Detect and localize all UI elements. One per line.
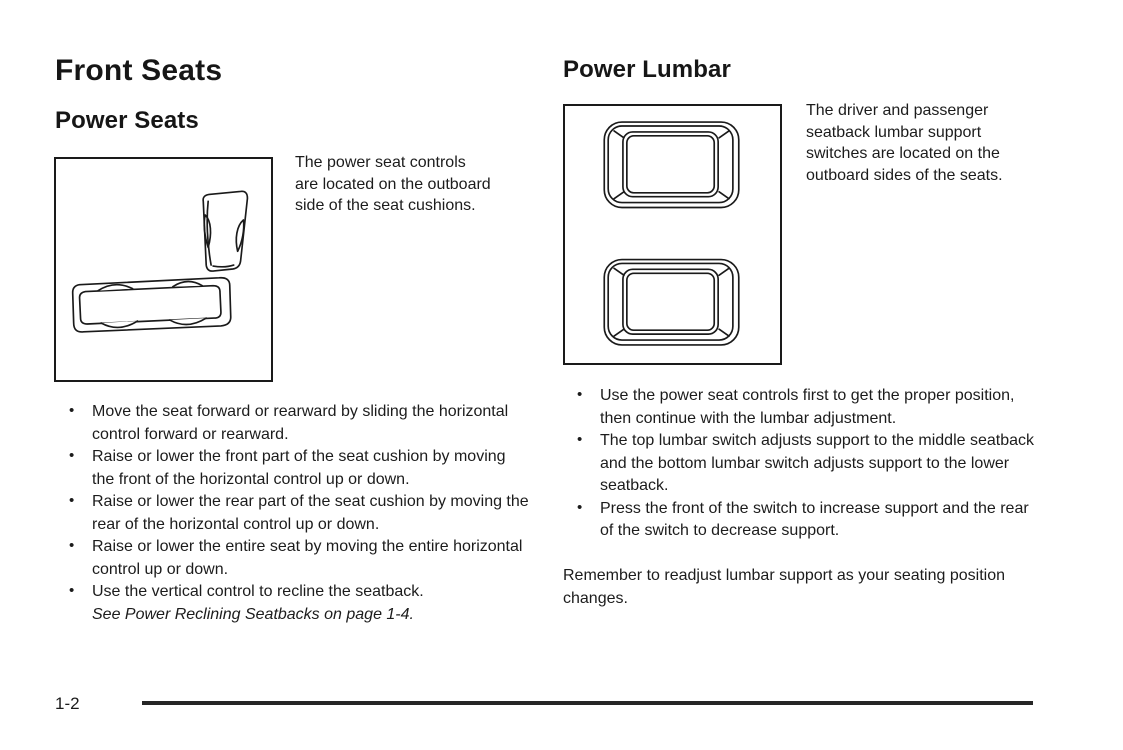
top-lumbar-switch-face xyxy=(627,136,714,193)
cross-reference: See Power Reclining Seatbacks on page 1-4. xyxy=(92,605,414,623)
caption-line: side of the seat cushions. xyxy=(295,197,476,214)
caption-line: The power seat controls xyxy=(295,154,466,171)
caption-line: seatback lumbar support xyxy=(806,123,982,141)
bullet-text: Raise or lower the entire seat by moving the entire horizontal control up or down. xyxy=(92,538,523,578)
list-item xyxy=(576,385,1038,430)
bullet-text: Use the power seat controls first to get the proper position, then continue with the lumbar adjustment. xyxy=(600,387,1015,427)
horizontal-control-inner xyxy=(80,286,221,324)
top-lumbar-switch-button xyxy=(623,132,718,197)
footer-rule xyxy=(142,701,1033,705)
list-item xyxy=(68,581,530,626)
list-item xyxy=(68,401,530,446)
list-item xyxy=(576,498,1038,543)
bullet-text: Move the seat forward or rearward by sliding the horizontal control forward or rearward. xyxy=(92,403,509,443)
power-seat-controls-figure xyxy=(54,157,273,382)
bottom-lumbar-switch-face xyxy=(627,273,714,330)
caption-line: outboard sides of the seats. xyxy=(806,166,1003,184)
bullet-text: Raise or lower the front part of the seat cushion by moving the front of the horizontal control up or down. xyxy=(92,448,506,488)
power-lumbar-switches-drawing xyxy=(565,106,780,363)
vertical-control-bottom-edge xyxy=(213,265,234,267)
chapter-title: Front Seats xyxy=(55,54,223,87)
bullet-text: Press the front of the switch to increase support and the rear of the switch to decrease support. xyxy=(600,499,1029,539)
power-seats-caption xyxy=(295,152,545,217)
section-title-power-seats: Power Seats xyxy=(55,107,199,134)
section-title-power-lumbar: Power Lumbar xyxy=(563,56,731,83)
closing-paragraph: Remember to readjust lumbar support as your seating position changes. xyxy=(563,567,1005,607)
page-number: 1-2 xyxy=(55,694,80,713)
caption-line: switches are located on the xyxy=(806,145,1000,162)
bullet-text: Raise or lower the rear part of the seat cushion by moving the rear of the horizontal control up or down. xyxy=(92,493,529,533)
power-lumbar-switches-figure xyxy=(563,104,782,365)
bottom-lumbar-switch-button xyxy=(623,269,718,334)
bullet-text: Use the vertical control to recline the seatback. xyxy=(92,583,424,600)
top-lumbar-switch-seams xyxy=(614,131,729,199)
power-seat-controls-drawing xyxy=(56,159,271,380)
power-seats-bullet-list xyxy=(68,401,530,626)
caption-line: The driver and passenger xyxy=(806,102,989,119)
bottom-lumbar-switch-seams xyxy=(614,268,729,336)
list-item xyxy=(576,430,1038,498)
caption-line: are located on the outboard xyxy=(295,175,491,193)
power-lumbar-bullet-list xyxy=(576,385,1038,543)
list-item xyxy=(68,446,530,491)
bullet-text: The top lumbar switch adjusts support to the middle seatback and the bottom lumbar switch adjusts support to the lower seatback. xyxy=(600,432,1034,494)
list-item xyxy=(68,491,530,536)
power-lumbar-caption xyxy=(806,100,1056,186)
list-item xyxy=(68,536,530,581)
